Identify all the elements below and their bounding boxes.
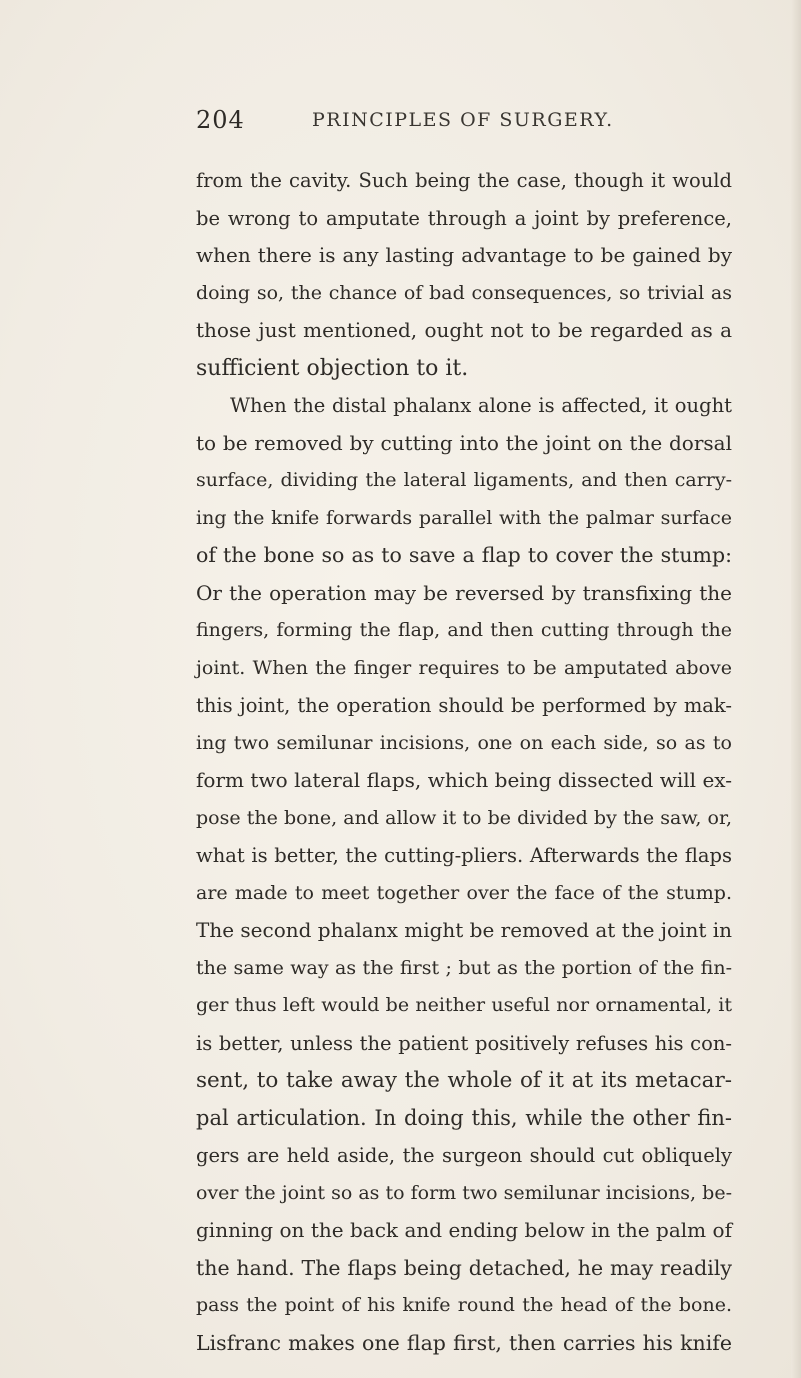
page-edge-shadow xyxy=(791,0,801,1378)
text-line: the hand. The flaps being detached, he may readily xyxy=(196,1255,732,1280)
text-line: ing the knife forwards parallel with the palmar surface xyxy=(196,506,732,529)
text-line: be wrong to amputate through a joint by preference, xyxy=(196,206,732,230)
text-line: pose the bone, and allow it to be divided by the saw, or, xyxy=(196,806,732,829)
text-line: ing two semilunar incisions, one on each side, so as to xyxy=(196,731,732,754)
text-line: surface, dividing the lateral ligaments, and then carry- xyxy=(196,469,732,491)
text-line: this joint, the operation should be performed by mak- xyxy=(196,694,732,717)
text-line: ger thus left would be neither useful nor ornamental, it xyxy=(196,994,732,1016)
text-line: sufficient objection to it. xyxy=(196,355,469,381)
body-text xyxy=(196,162,732,1362)
text-line: the same way as the first ; but as the portion of the fin- xyxy=(196,956,732,979)
text-line: Lisfranc makes one flap first, then carries his knife xyxy=(196,1330,732,1355)
text-line: When the distal phalanx alone is affected, it ought xyxy=(230,394,732,417)
text-line: over the joint so as to form two semilunar incisions, be- xyxy=(196,1181,732,1204)
page-header xyxy=(196,100,756,140)
text-line: ginning on the back and ending below in the palm of xyxy=(196,1218,732,1242)
text-line: are made to meet together over the face of the stump. xyxy=(196,881,732,904)
text-line: pal articulation. In doing this, while the other fin- xyxy=(196,1105,732,1130)
text-line: gers are held aside, the surgeon should cut obliquely xyxy=(196,1144,732,1167)
text-line: of the bone so as to save a flap to cover the stump: xyxy=(196,543,732,567)
text-line: Or the operation may be reversed by transfixing the xyxy=(196,580,732,605)
text-line: The second phalanx might be removed at the joint in xyxy=(196,918,732,942)
text-line: form two lateral flaps, which being dissected will ex- xyxy=(196,768,732,792)
text-line: those just mentioned, ought not to be regarded as a xyxy=(196,318,732,342)
text-line: what is better, the cutting-pliers. Afterwards the flaps xyxy=(196,844,732,867)
text-line: doing so, the chance of bad consequences, so trivial as xyxy=(196,281,732,304)
running-head: PRINCIPLES OF SURGERY. xyxy=(312,109,614,131)
text-line: fingers, forming the flap, and then cutting through the xyxy=(196,619,732,641)
text-line: from the cavity. Such being the case, though it would xyxy=(196,169,732,192)
text-line: is better, unless the patient positively refuses his con- xyxy=(196,1031,732,1055)
text-line: pass the point of his knife round the head of the bone. xyxy=(196,1294,732,1316)
text-line: to be removed by cutting into the joint on the dorsal xyxy=(196,430,732,455)
text-line: sent, to take away the whole of it at its metacar- xyxy=(196,1068,732,1093)
text-line: when there is any lasting advantage to be gained by xyxy=(196,243,732,267)
text-line: joint. When the finger requires to be amputated above xyxy=(196,656,732,679)
page-number: 204 xyxy=(196,106,245,134)
